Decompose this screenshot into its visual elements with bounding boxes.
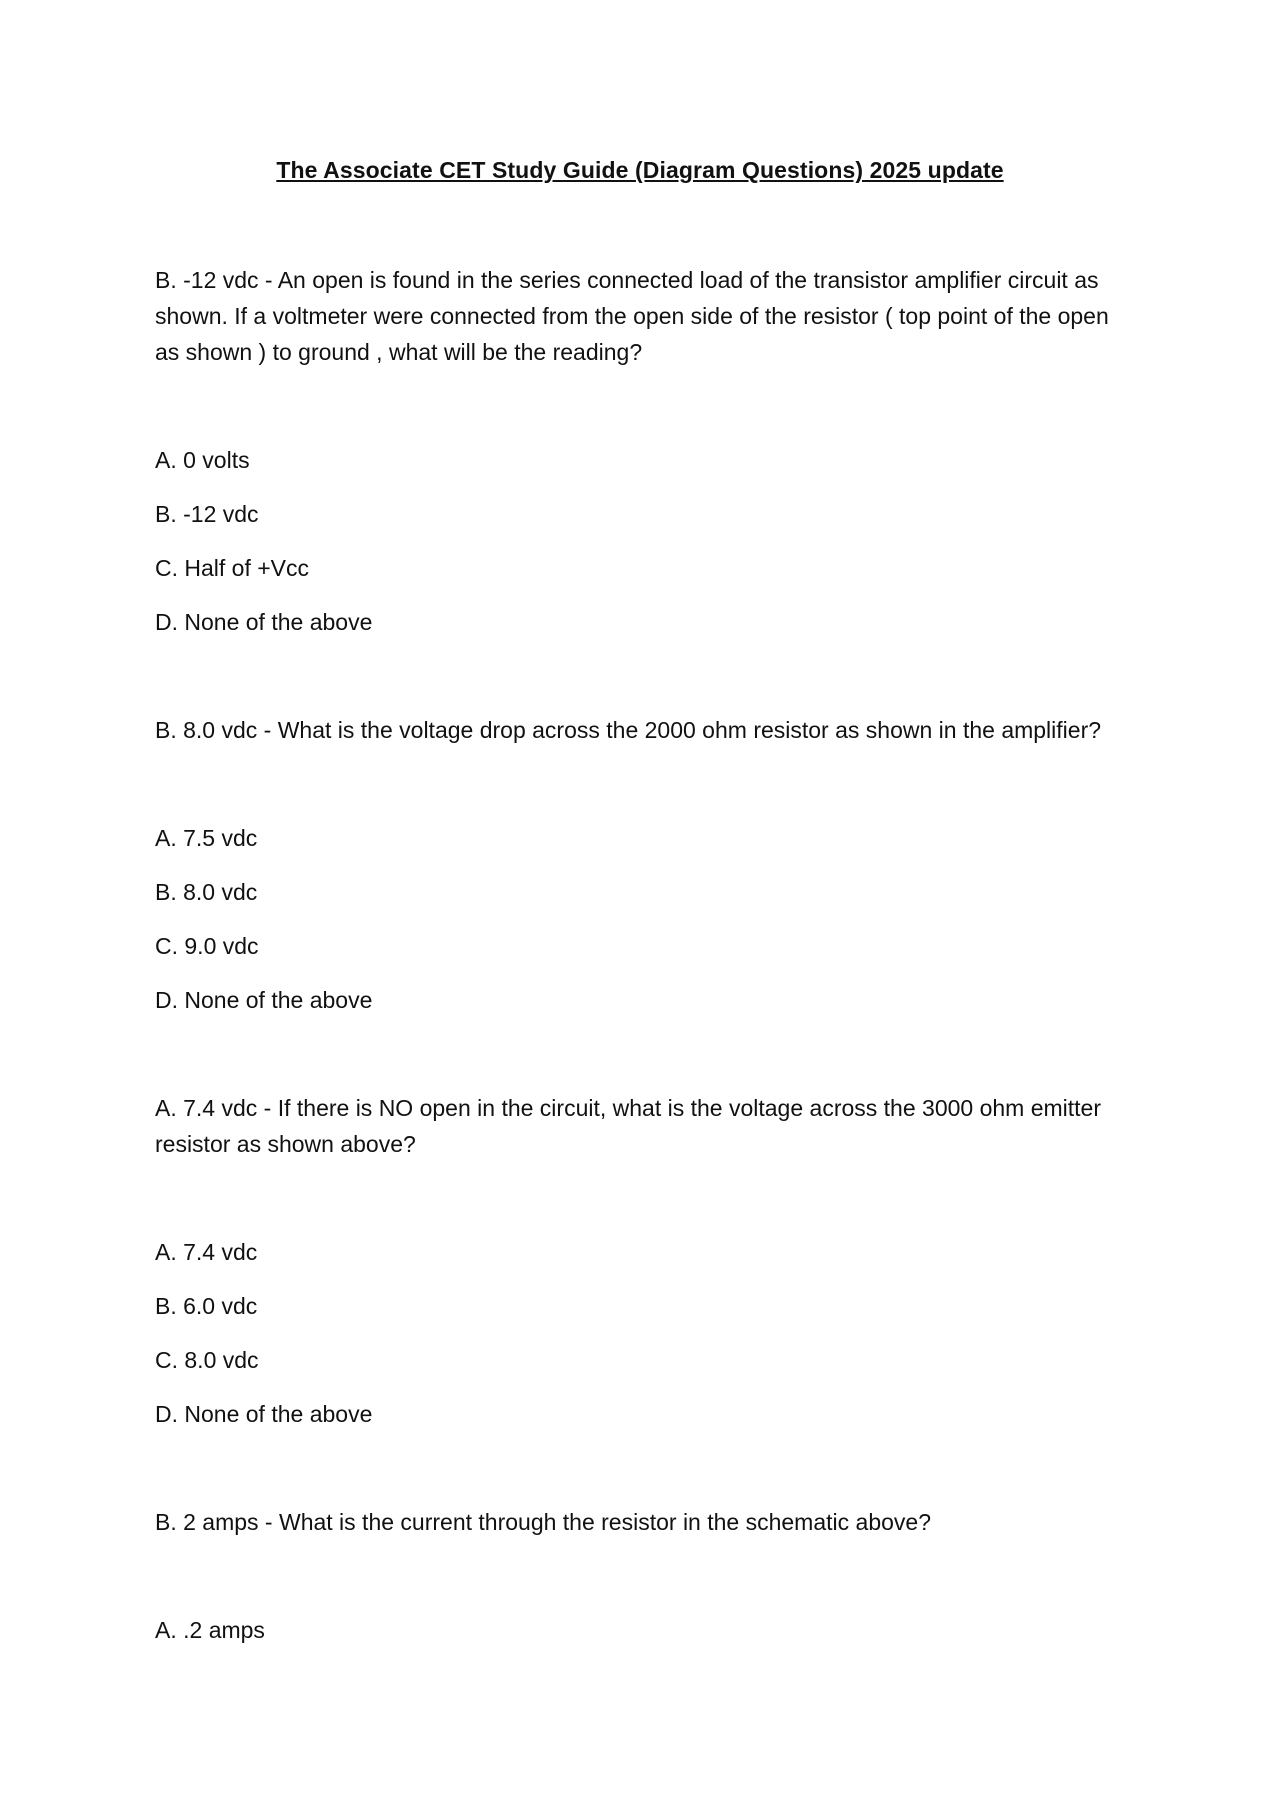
answer-option: A. 0 volts [155, 447, 250, 473]
answer-options-3 [155, 1234, 1135, 1432]
answer-option: C. 9.0 vdc [155, 933, 259, 959]
answer-options-4 [155, 1612, 1135, 1648]
answer-option: D. None of the above [155, 987, 373, 1013]
answer-options-1 [155, 442, 1135, 640]
answer-option: A. 7.4 vdc [155, 1239, 258, 1265]
answer-option: D. None of the above [155, 609, 373, 635]
answer-option: C. Half of +Vcc [155, 555, 310, 581]
page-title: The Associate CET Study Guide (Diagram Questions) 2025 update [276, 157, 1004, 183]
answer-option: C. 8.0 vdc [155, 1347, 259, 1373]
question-4: B. 2 amps - What is the current through the resistor in the schematic above? [155, 1509, 931, 1535]
answer-option: B. -12 vdc [155, 501, 259, 527]
answer-option: A. .2 amps [155, 1617, 265, 1643]
document-body [155, 262, 1135, 1720]
question-3: A. 7.4 vdc - If there is NO open in the circuit, what is the voltage across the 3000 ohm emitter resistor as shown above? [155, 1095, 1102, 1157]
answer-option: A. 7.5 vdc [155, 825, 258, 851]
answer-option: B. 8.0 vdc [155, 879, 258, 905]
answer-option: D. None of the above [155, 1401, 373, 1427]
answer-options-2 [155, 820, 1135, 1018]
question-1: B. -12 vdc - An open is found in the series connected load of the transistor amplifier circuit as shown. If a voltmeter were connected from the open side of the resistor ( top point of the open as shown ) to ground , what will be the reading? [155, 267, 1109, 365]
question-2: B. 8.0 vdc - What is the voltage drop across the 2000 ohm resistor as shown in the amplifier? [155, 717, 1102, 743]
answer-option: B. 6.0 vdc [155, 1293, 258, 1319]
